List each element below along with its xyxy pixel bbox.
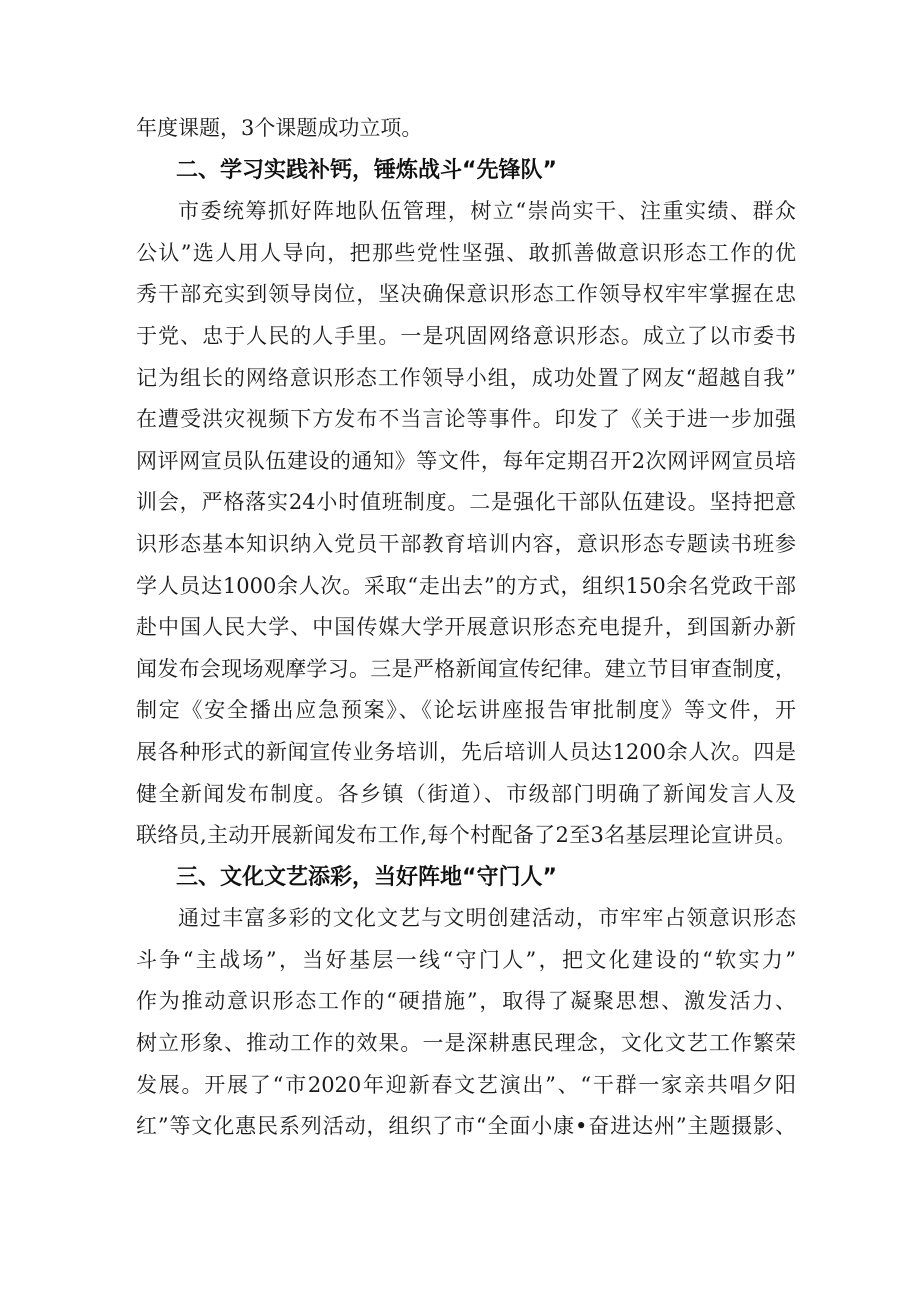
paragraph-line: 公认”选人用人导向，把那些党性坚强、敢抓善做意识形态工作的优 [136,240,796,265]
paragraph-line: 通过丰富多彩的文化文艺与文明创建活动，市牢牢占领意识形态 [178,906,796,931]
paragraph-line: 在遭受洪灾视频下方发布不当言论等事件。印发了《关于进一步加强 [136,407,796,432]
paragraph-line: 作为推动意识形态工作的“硬措施”，取得了凝聚思想、激发活力、 [136,989,796,1014]
document-body [136,108,796,1148]
paragraph-line: 制定《安全播出应急预案》、《论坛讲座报告审批制度》等文件，开 [136,698,796,723]
section-heading-3: 三、文化文艺添彩，当好阵地“守门人” [176,864,557,890]
paragraph-line: 市委统筹抓好阵地队伍管理，树立“崇尚实干、注重实绩、群众 [178,199,796,224]
paragraph-line: 闻发布会现场观摩学习。三是严格新闻宣传纪律。建立节目审查制度， [136,656,796,681]
paragraph-line: 年度课题，3个课题成功立项。 [136,116,423,140]
paragraph-line: 记为组长的网络意识形态工作领导小组，成功处置了网友“超越自我” [136,365,796,390]
paragraph-line: 网评网宣员队伍建设的通知》等文件，每年定期召开2次网评网宣员培 [136,448,796,473]
paragraph-line: 秀干部充实到领导岗位，坚决确保意识形态工作领导权牢牢掌握在忠 [136,282,796,307]
paragraph-line: 联络员,主动开展新闻发布工作,每个村配备了2至3名基层理论宣讲员。 [136,823,796,848]
paragraph-line: 识形态基本知识纳入党员干部教育培训内容，意识形态专题读书班参 [136,531,796,556]
paragraph-line: 斗争“主战场”，当好基层一线“守门人”，把文化建设的“软实力” [136,947,796,972]
paragraph-line: 赴中国人民大学、中国传媒大学开展意识形态充电提升，到国新办新 [136,615,796,640]
paragraph-line: 于党、忠于人民的人手里。一是巩固网络意识形态。成立了以市委书 [136,323,796,348]
paragraph-line: 健全新闻发布制度。各乡镇（街道）、市级部门明确了新闻发言人及 [136,781,796,806]
paragraph-line: 学人员达1000余人次。采取“走出去”的方式，组织150余名党政干部 [136,573,796,598]
paragraph-line: 红”等文化惠民系列活动，组织了市“全面小康•奋进达州”主题摄影、 [136,1114,796,1139]
paragraph-line: 展各种形式的新闻宣传业务培训，先后培训人员达1200余人次。四是 [136,739,796,764]
paragraph-line: 树立形象、推动工作的效果。一是深耕惠民理念，文化文艺工作繁荣 [136,1031,796,1056]
section-heading-2: 二、学习实践补钙，锤炼战斗“先锋队” [176,157,557,183]
paragraph-line: 训会，严格落实24小时值班制度。二是强化干部队伍建设。坚持把意 [136,490,796,515]
paragraph-line: 发展。开展了“市2020年迎新春文艺演出”、“干群一家亲共唱夕阳 [136,1072,796,1097]
